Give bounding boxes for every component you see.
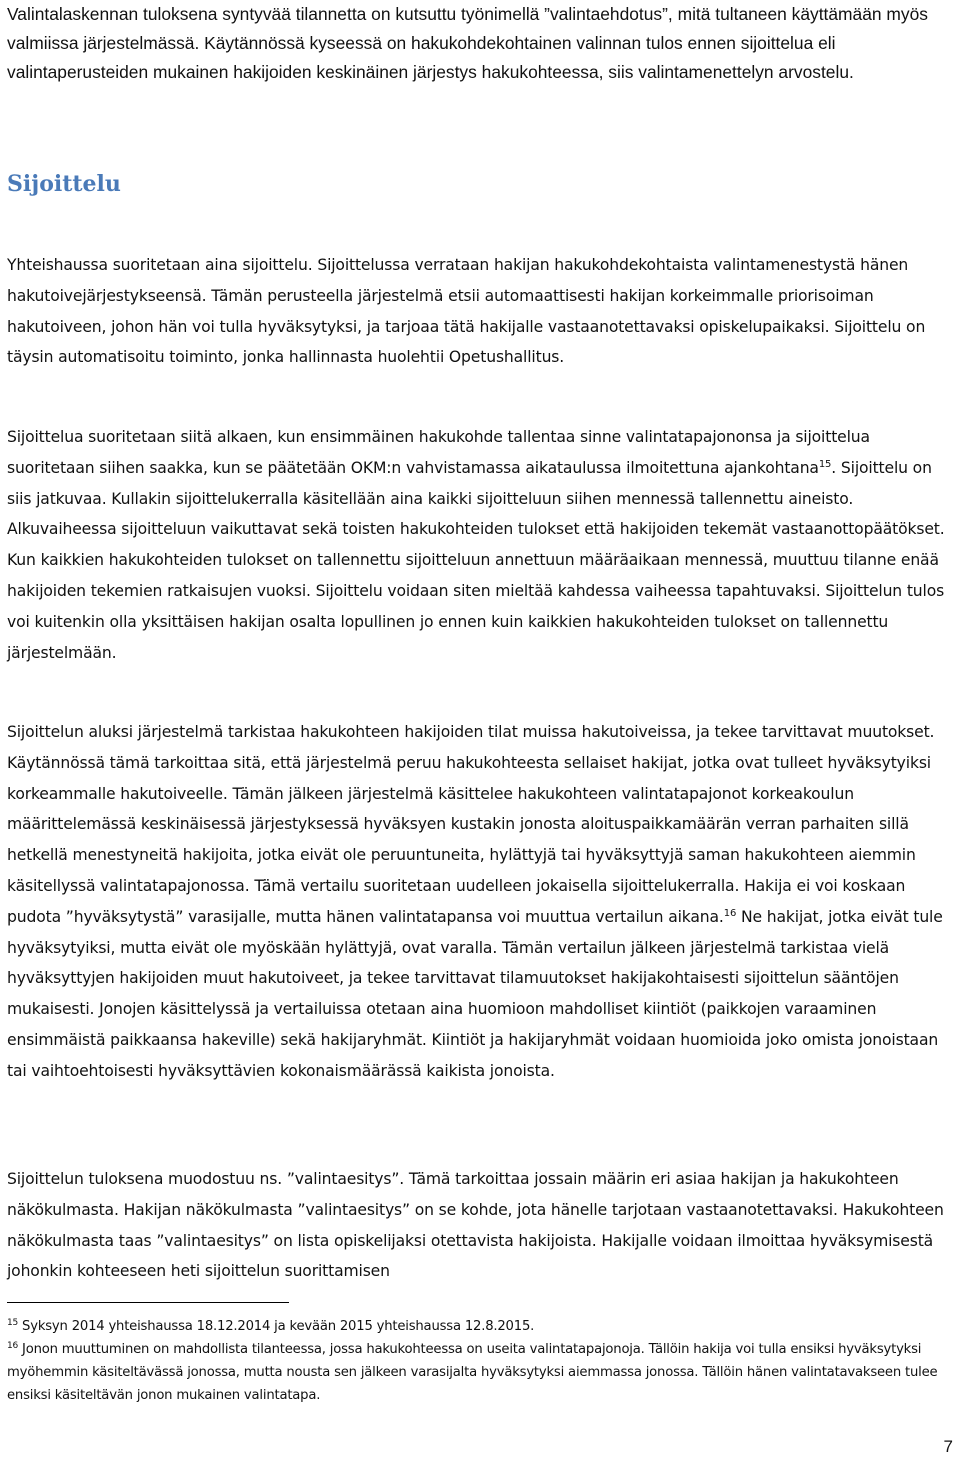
body-paragraph-4: Sijoittelun tuloksena muodostuu ns. ”valintaesitys”. Tämä tarkoittaa jossain määrin eri asiaa hakijan ja hakukohteen näkökulmasta. Hakijan näkökulmasta ”valintaesitys” on se kohde, jota hänelle tarjotaan vastaanotettavaksi. Hakukohteen näkökulmasta taas ”valintaesitys” on lista opiskelijaksi otettavista hakijoista. Hakijalle voidaan ilmoittaa hyväksymisestä johonkin kohteeseen heti sijoittelun suorittamisen xyxy=(7,1170,944,1281)
footnote-16 xyxy=(7,1339,952,1407)
footnote-text: Syksyn 2014 yhteishaussa 18.12.2014 ja kevään 2015 yhteishaussa 12.8.2015. xyxy=(18,1319,535,1334)
footnote-separator xyxy=(7,1302,289,1303)
paragraph-text: Sijoittelua suoritetaan siitä alkaen, kun ensimmäinen hakukohde tallentaa sinne valintatapajononsa ja sijoittelua suoritetaan siihen saakka, kun se päätetään OKM:n vahvistamassa aikataulussa ilmoitettuna ajankohtana xyxy=(7,428,870,477)
footnote-number: 15 xyxy=(7,1318,19,1328)
paragraph-text: . Sijoittelu on siis jatkuvaa. Kullakin sijoittelukerralla käsitellään aina kaikki sijoitteluun siihen mennessä tallennettu aineisto. Alkuvaiheessa sijoitteluun vaikuttavat sekä toisten hakukohteiden tulokset että hakijoiden tekemät vastaanottopäätökset. Kun kaikkien hakukohteiden tulokset on tallennettu sijoitteluun annettuun määräaikaan mennessä, muuttuu tilanne enää hakijoiden tekemien ratkaisujen vuoksi. Sijoittelu voidaan siten mieltää kahdessa vaiheessa tapahtuvaksi. Sijoittelun tulos voi kuitenkin olla yksittäisen hakijan osalta lopullinen jo ennen kuin kaikkien hakukohteiden tulokset on tallennettu järjestelmään. xyxy=(7,458,945,662)
footnote-15 xyxy=(7,1316,952,1339)
page-number: 7 xyxy=(943,1437,953,1456)
footnote-ref-16: 16 xyxy=(723,907,737,919)
body-paragraph-3 xyxy=(7,717,952,1087)
intro-paragraph: Valintalaskennan tuloksena syntyvää tilannetta on kutsuttu työnimellä ”valintaehdotus”, mitä tultaneen käyttämään myös valmiissa järjestelmässä. Käytännössä kyseessä on hakukohdekohtainen valinnan tulos ennen sijoittelua eli valintaperusteiden mukainen hakijoiden keskinäinen järjestys hakukohteessa, siis valintamenettelyn arvostelu. xyxy=(7,4,928,82)
footnote-ref-15: 15 xyxy=(818,458,832,470)
paragraph-text: Sijoittelun aluksi järjestelmä tarkistaa hakukohteen hakijoiden tilat muissa hakutoiveissa, ja tekee tarvittavat muutokset. Käytännössä tämä tarkoittaa sitä, että järjestelmä peruu hakukohteesta sellaiset hakijat, jotka ovat tulleet hyväksytyiksi korkeammalle hakutoiveelle. Tämän jälkeen järjestelmä käsittelee hakukohteen valintatapajonot korkeakoulun määrittelemässä keskinäisessä järjestyksessä hyväksyen kustakin jonosta aloituspaikkamäärän verran parhaiten sillä hetkellä menestyneitä hakijoita, jotka eivät ole peruuntuneita, hylättyjä tai hyväksyttyjä saman hakukohteen aiemmin käsitellyssä valintatapajonossa. Tämä vertailu suoritetaan uudelleen jokaisella sijoittelukerralla. Hakija ei voi koskaan pudota ”hyväksytystä” varasijalle, mutta hänen valintatapansa voi muuttua vertailun aikana. xyxy=(7,723,935,926)
paragraph-text: Ne hakijat, jotka eivät tule hyväksytyiksi, mutta eivät ole myöskään hylättyjä, ovat varalla. Tämän vertailun jälkeen järjestelmä tarkistaa vielä hyväksyttyjen hakijoiden muut hakutoiveet, ja tekee tarvittavat tilamuutokset hakijakohtaisesti sijoittelun sääntöjen mukaisesti. Jonojen käsittelyssä ja vertailuissa otetaan aina huomioon mahdolliset kiintiöt (paikkojen varaaminen ensimmäistä paikkaansa hakeville) sekä hakijaryhmät. Kiintiöt ja hakijaryhmät voidaan huomioida joko omista jonoistaan tai vaihtoehtoisesti hyväksyttävien kokonaismäärässä kaikista jonoista. xyxy=(7,907,943,1080)
footnote-text: Jonon muuttuminen on mahdollista tilanteessa, jossa hakukohteessa on useita valintatapajonoja. Tällöin hakija voi tulla ensiksi hyväksytyksi myöhemmin käsiteltävässä jonossa, mutta nousta sen jälkeen varasijalta hyväksytyksi aiemmassa jonossa. Tällöin hänen valintatavakseen tulee ensiksi käsiteltävän jonon mukainen valintatapa. xyxy=(7,1342,938,1403)
body-paragraph-1: Yhteishaussa suoritetaan aina sijoittelu. Sijoittelussa verrataan hakijan hakukohdekohtaista valintamenestystä hänen hakutoivejärjestykseensä. Tämän perusteella järjestelmä etsii automaattisesti hakijan korkeimmalle priorisoiman hakutoiveen, johon hän voi tulla hyväksytyksi, ja tarjoaa tätä hakijalle vastaanotettavaksi opiskelupaikaksi. Sijoittelu on täysin automatisoitu toiminto, jonka hallinnasta huolehtii Opetushallitus. xyxy=(7,256,926,367)
footnote-number: 16 xyxy=(7,1341,19,1351)
body-paragraph-2 xyxy=(7,422,952,668)
section-heading: Sijoittelu xyxy=(7,171,121,197)
